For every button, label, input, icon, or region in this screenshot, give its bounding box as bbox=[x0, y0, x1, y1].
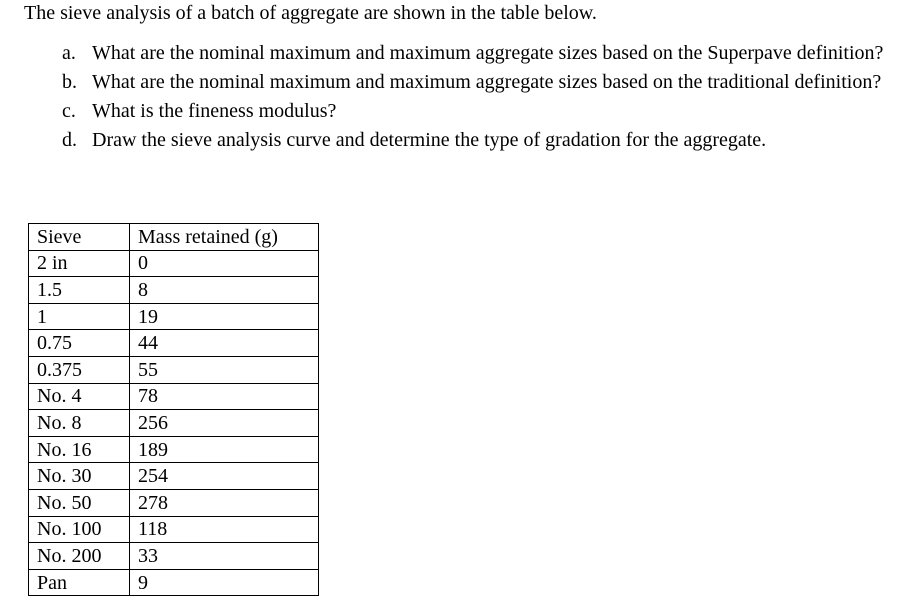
mass-column-header: Mass retained (g) bbox=[130, 224, 319, 251]
sieve-table bbox=[28, 223, 319, 596]
sieve-cell: 1.5 bbox=[29, 277, 130, 304]
table-row bbox=[29, 569, 319, 596]
sieve-column-header: Sieve bbox=[29, 224, 130, 251]
table-row bbox=[29, 410, 319, 437]
sieve-cell: No. 4 bbox=[29, 383, 130, 410]
sieve-cell: No. 16 bbox=[29, 436, 130, 463]
table-header-row bbox=[29, 224, 319, 251]
mass-cell: 8 bbox=[130, 277, 319, 304]
table-row bbox=[29, 383, 319, 410]
mass-cell: 44 bbox=[130, 330, 319, 357]
question-letter: c. bbox=[62, 100, 76, 122]
problem-intro: The sieve analysis of a batch of aggregate are shown in the table below. bbox=[24, 2, 597, 24]
question-text: What are the nominal maximum and maximum aggregate sizes based on the traditional definition? bbox=[92, 71, 882, 93]
mass-cell: 254 bbox=[130, 463, 319, 490]
mass-cell: 33 bbox=[130, 543, 319, 570]
sieve-cell: 1 bbox=[29, 303, 130, 330]
table-row bbox=[29, 436, 319, 463]
sieve-cell: No. 8 bbox=[29, 410, 130, 437]
question-letter: d. bbox=[62, 129, 77, 151]
question-item bbox=[0, 40, 917, 67]
mass-cell: 55 bbox=[130, 356, 319, 383]
question-letter: a. bbox=[62, 42, 76, 64]
question-list bbox=[0, 40, 917, 156]
mass-cell: 256 bbox=[130, 410, 319, 437]
sieve-cell: No. 50 bbox=[29, 489, 130, 516]
table-row bbox=[29, 489, 319, 516]
sieve-cell: 0.75 bbox=[29, 330, 130, 357]
table-row bbox=[29, 330, 319, 357]
sieve-cell: 0.375 bbox=[29, 356, 130, 383]
question-item bbox=[0, 69, 917, 96]
sieve-cell: 2 in bbox=[29, 250, 130, 277]
mass-cell: 278 bbox=[130, 489, 319, 516]
sieve-cell: No. 30 bbox=[29, 463, 130, 490]
sieve-cell: No. 100 bbox=[29, 516, 130, 543]
mass-cell: 0 bbox=[130, 250, 319, 277]
question-item bbox=[0, 127, 917, 154]
question-item bbox=[0, 98, 917, 125]
table-row bbox=[29, 277, 319, 304]
table-row bbox=[29, 516, 319, 543]
mass-cell: 118 bbox=[130, 516, 319, 543]
table-row bbox=[29, 250, 319, 277]
table-row bbox=[29, 303, 319, 330]
mass-cell: 19 bbox=[130, 303, 319, 330]
question-text: What is the fineness modulus? bbox=[92, 100, 337, 122]
question-text: What are the nominal maximum and maximum aggregate sizes based on the Superpave definition? bbox=[92, 42, 884, 64]
sieve-cell: Pan bbox=[29, 569, 130, 596]
question-letter: b. bbox=[62, 71, 77, 93]
mass-cell: 189 bbox=[130, 436, 319, 463]
mass-cell: 78 bbox=[130, 383, 319, 410]
question-text: Draw the sieve analysis curve and determine the type of gradation for the aggregate. bbox=[92, 129, 767, 151]
table-row bbox=[29, 463, 319, 490]
table-row bbox=[29, 356, 319, 383]
sieve-cell: No. 200 bbox=[29, 543, 130, 570]
table-row bbox=[29, 543, 319, 570]
mass-cell: 9 bbox=[130, 569, 319, 596]
